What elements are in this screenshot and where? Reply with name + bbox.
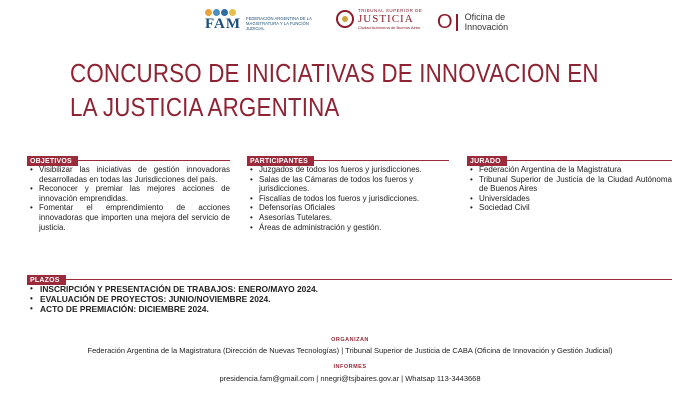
fam-acronym: FAM xyxy=(205,15,242,32)
fam-full-name: FEDERACIÓN ARGENTINA DE LA MAGISTRATURA Y LA FUNCIÓN JUDICIAL xyxy=(246,16,312,31)
list-item: • Tribunal Superior de Justicia de la Ciudad Autónoma de Buenos Aires xyxy=(467,175,672,194)
tsj-seal-icon xyxy=(336,10,354,28)
fam-circles-icon xyxy=(205,9,236,16)
tsj-logo xyxy=(336,8,422,30)
oficina-innovacion-logo xyxy=(437,12,508,32)
list-item: • Visibilizar las iniciativas de gestión innovadoras desarrolladas en todas las Jurisdicciones del país. xyxy=(27,165,230,184)
list-item: • Asesorías Tutelares. xyxy=(247,213,449,223)
list-item: • EVALUACIÓN DE PROYECTOS: JUNIO/NOVIEMBRE 2024. xyxy=(27,294,672,304)
list-item: • Áreas de administración y gestión. xyxy=(247,223,449,233)
list-item: • Federación Argentina de la Magistratura xyxy=(467,165,672,175)
participantes-list xyxy=(247,165,449,232)
list-item: • Defensorías Oficiales xyxy=(247,203,449,213)
title-line2: LA JUSTICIA ARGENTINA xyxy=(70,92,340,122)
fam-circle-4 xyxy=(229,9,236,16)
participantes-heading: PARTICIPANTES xyxy=(247,156,314,166)
list-item: • Reconocer y premiar las mejores acciones de innovación emprendidas. xyxy=(27,184,230,203)
fam-logo xyxy=(205,8,318,31)
organizan-label: ORGANIZAN xyxy=(331,337,369,343)
fam-circle-3 xyxy=(221,9,228,16)
jurado-section xyxy=(467,150,672,213)
tsj-line2: JUSTICIA xyxy=(358,13,414,25)
list-item: • Universidades xyxy=(467,194,672,204)
informes-label: INFORMES xyxy=(333,364,367,370)
list-item: • Salas de las Cámaras de todos los fueros y jurisdicciones. xyxy=(247,175,449,194)
fam-circle-1 xyxy=(205,9,212,16)
fam-circle-2 xyxy=(213,9,220,16)
plazos-heading: PLAZOS xyxy=(27,275,66,285)
objetivos-list xyxy=(27,165,230,232)
oi-line1: Oficina de xyxy=(464,12,506,22)
plazos-list xyxy=(27,284,672,314)
logo-bar xyxy=(0,8,700,42)
list-item: • INSCRIPCIÓN Y PRESENTACIÓN DE TRABAJOS: ENERO/MAYO 2024. xyxy=(27,284,672,294)
objetivos-heading: OBJETIVOS xyxy=(27,156,78,166)
plazos-section xyxy=(27,269,672,314)
oi-line2: Innovación xyxy=(464,22,509,32)
list-item: • Fiscalías de todos los fueros y jurisdicciones. xyxy=(247,194,449,204)
jurado-heading: JURADO xyxy=(467,156,507,166)
jurado-list xyxy=(467,165,672,213)
tsj-line3: Ciudad Autónoma de Buenos Aires xyxy=(358,25,421,30)
tsj-line1: TRIBUNAL SUPERIOR DE xyxy=(358,8,423,13)
participantes-section xyxy=(247,150,449,232)
list-item: • Juzgados de todos los fueros y jurisdicciones. xyxy=(247,165,449,175)
objetivos-section xyxy=(27,150,230,232)
organizan-text: Federación Argentina de la Magistratura (Dirección de Nuevas Tecnologías) | Tribunal Superior de Justicia de CABA (Oficina de Innovación y Gestión Judicial) xyxy=(87,346,613,355)
page-title xyxy=(70,56,599,124)
list-item: • Sociedad Civil xyxy=(467,203,672,213)
informes-text: presidencia.fam@gmail.com | nnegri@tsjbaires.gov.ar | Whatsap 113-3443668 xyxy=(219,374,481,383)
title-line1: CONCURSO DE INICIATIVAS DE INNOVACION EN xyxy=(70,58,599,88)
oi-mark-icon: O xyxy=(437,12,458,32)
list-item: • Fomentar el emprendimiento de acciones innovadoras que importen una mejora del servicio de justicia. xyxy=(27,203,230,232)
list-item: • ACTO DE PREMIACIÓN: DICIEMBRE 2024. xyxy=(27,304,672,314)
